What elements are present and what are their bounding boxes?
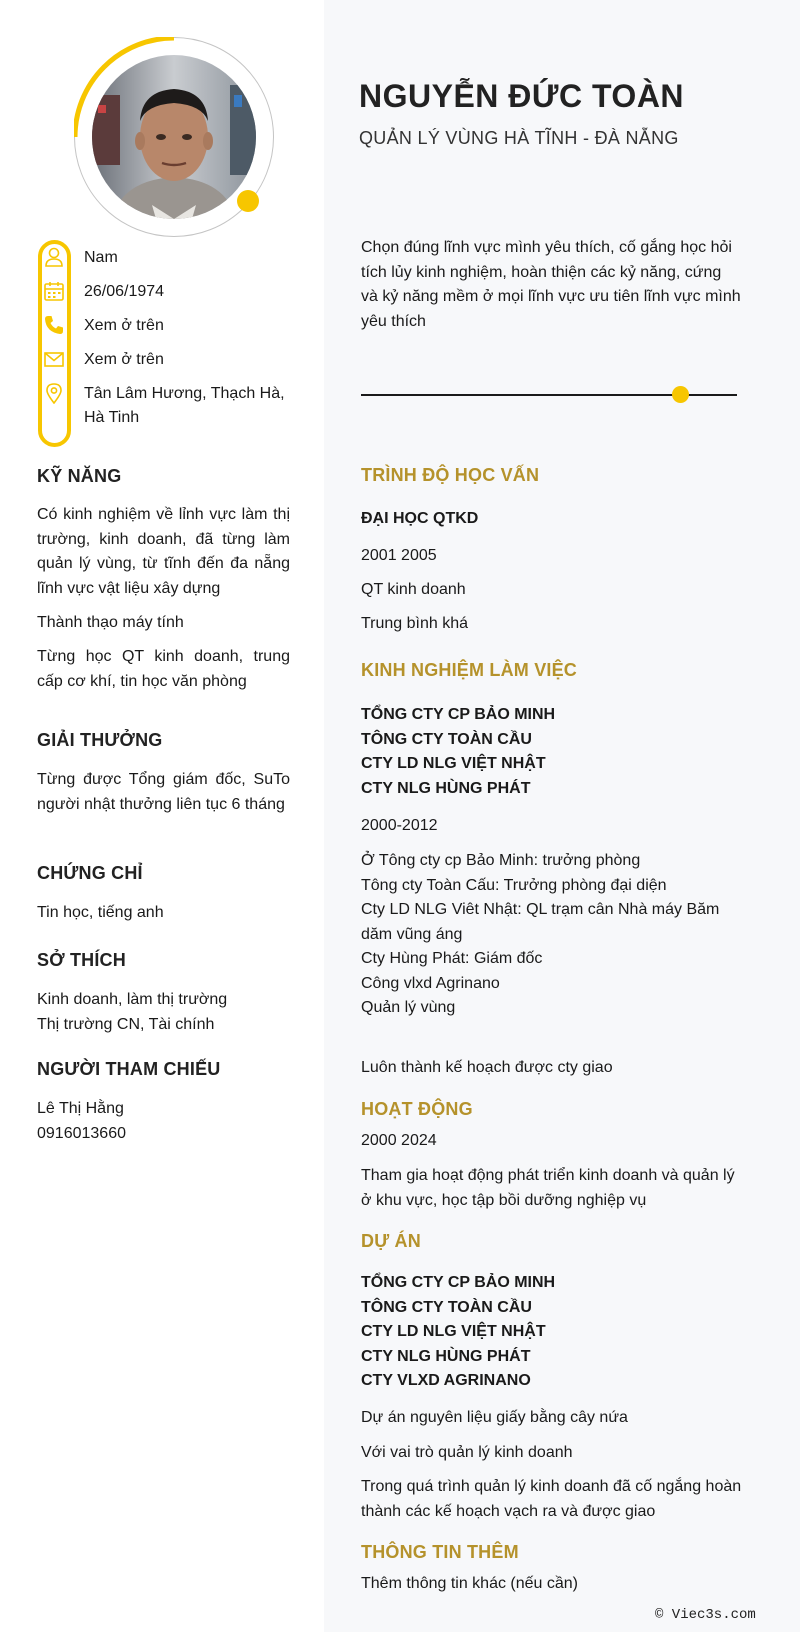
activities-title: HOẠT ĐỘNG [361, 1099, 473, 1119]
avatar [74, 37, 274, 237]
mail-icon [43, 348, 65, 370]
location-pin-icon [43, 382, 65, 404]
company-item: CTY NLG HÙNG PHÁT [361, 779, 531, 797]
skill-item: Từng học QT kinh doanh, trung cấp cơ khí, tin học văn phòng [37, 648, 290, 690]
experience-detail: Ở Tông cty cp Bảo Minh: trưởng phòng [361, 852, 641, 869]
company-item: TỔNG CTY CP BẢO MINH [361, 706, 556, 723]
company-item: TÔNG CTY TOÀN CẦU [361, 730, 532, 748]
hobby-line: Thị trường CN, Tài chính [37, 1015, 215, 1033]
avatar-accent-dot [237, 190, 259, 212]
skill-item: Thành thạo máy tính [37, 614, 184, 631]
full-name: NGUYỄN ĐỨC TOÀN [359, 78, 685, 114]
education-school: ĐẠI HỌC QTKD [361, 510, 479, 527]
profile-photo [92, 55, 256, 219]
education-period: 2001 2005 [361, 547, 437, 564]
experience-title: KINH NGHIỆM LÀM VIỆC [361, 660, 578, 680]
email-value: Xem ở trên [84, 351, 164, 368]
certificates-title: CHỨNG CHỈ [37, 863, 143, 883]
skill-item: Có kinh nghiệm về lỉnh vực làm thị trường, kinh doanh, đã từng làm quản lý vùng, từ tĩnh đến đa nẵng lĩnh vực vật liệu xây dựng [37, 506, 290, 597]
career-objective: Chọn đúng lĩnh vực mình yêu thích, cố gắng học hỏi tích lủy kinh nghiệm, hoàn thiện các kỷ năng, cứng và kỷ năng mềm ở mọi lĩnh vực ưu tiên lĩnh vực mình yêu thích [361, 239, 741, 330]
project-name: Dự án nguyên liệu giấy bằng cây nứa [361, 1409, 628, 1426]
experience-detail: Quản lý vùng [361, 999, 456, 1016]
reference-phone: 0916013660 [37, 1124, 126, 1142]
projects-title: DỰ ÁN [361, 1231, 421, 1251]
project-company-item: TỔNG CTY CP BẢO MINH [361, 1274, 556, 1291]
address-line-1: Tân Lâm Hương, Thạch Hà, [84, 385, 285, 402]
experience-detail: Tông cty Toàn Cấu: Trưởng phòng đại diện [361, 876, 667, 894]
project-companies [361, 1271, 746, 1394]
education-grade: Trung bình khá [361, 615, 469, 632]
certificates-text: Tin học, tiếng anh [37, 904, 164, 921]
experience-detail: Cty LD NLG Viêt Nhật: QL trạm cân Nhà máy Băm dăm vũng áng [361, 901, 720, 943]
company-item: CTY LD NLG VIỆT NHẬT [361, 755, 546, 772]
user-icon [43, 246, 65, 268]
birthday-value: 26/06/1974 [84, 283, 165, 300]
experience-note: Luôn thành kế hoạch được cty giao [361, 1059, 613, 1076]
gender-value: Nam [84, 249, 118, 266]
calendar-icon [43, 280, 65, 302]
project-company-item: CTY VLXD AGRINANO [361, 1372, 531, 1389]
skills-title: KỸ NĂNG [37, 466, 122, 486]
watermark: © Viec3s.com [655, 1607, 756, 1623]
experience-period: 2000-2012 [361, 817, 438, 834]
experience-details [361, 849, 746, 1021]
divider-dot [672, 386, 689, 403]
additional-info-title: THÔNG TIN THÊM [361, 1542, 519, 1562]
project-description: Trong quá trình quản lý kinh doanh đã cố ngắng hoàn thành các kế hoạch vạch ra và được giao [361, 1478, 742, 1520]
hobbies-text [37, 988, 290, 1037]
project-company-item: CTY NLG HÙNG PHÁT [361, 1347, 531, 1365]
awards-text: Từng được Tổng giám đốc, SuTo người nhật thưởng liên tục 6 tháng [37, 771, 290, 813]
hobby-line: Kinh doanh, làm thị trường [37, 991, 228, 1008]
experience-companies [361, 703, 746, 801]
experience-detail: Công vlxd Agrinano [361, 974, 500, 992]
address-value [84, 382, 294, 430]
additional-info-text: Thêm thông tin khác (nếu cần) [361, 1575, 579, 1592]
phone-value: Xem ở trên [84, 317, 164, 334]
experience-detail: Cty Hùng Phát: Giám đốc [361, 950, 543, 967]
references-text [37, 1097, 290, 1146]
job-title: QUẢN LÝ VÙNG HÀ TĨNH - ĐÀ NẴNG [359, 128, 679, 148]
education-major: QT kinh doanh [361, 581, 466, 598]
project-company-item: CTY LD NLG VIỆT NHẬT [361, 1323, 546, 1340]
activities-text: Tham gia hoạt động phát triển kinh doanh và quản lý ở khu vực, học tập bồi dưỡng nghiệp vụ [361, 1167, 735, 1209]
project-company-item: TÔNG CTY TOÀN CẦU [361, 1298, 532, 1316]
awards-title: GIẢI THƯỞNG [37, 730, 163, 750]
phone-icon [43, 314, 65, 336]
hobbies-title: SỞ THÍCH [37, 950, 126, 970]
reference-name: Lê Thị Hằng [37, 1100, 124, 1117]
references-title: NGƯỜI THAM CHIẾU [37, 1059, 221, 1079]
contact-accent-bar [38, 240, 71, 447]
project-position: Với vai trò quản lý kinh doanh [361, 1444, 573, 1461]
activities-period: 2000 2024 [361, 1132, 437, 1149]
education-title: TRÌNH ĐỘ HỌC VẤN [361, 465, 540, 485]
address-line-2: Hà Tinh [84, 409, 140, 426]
